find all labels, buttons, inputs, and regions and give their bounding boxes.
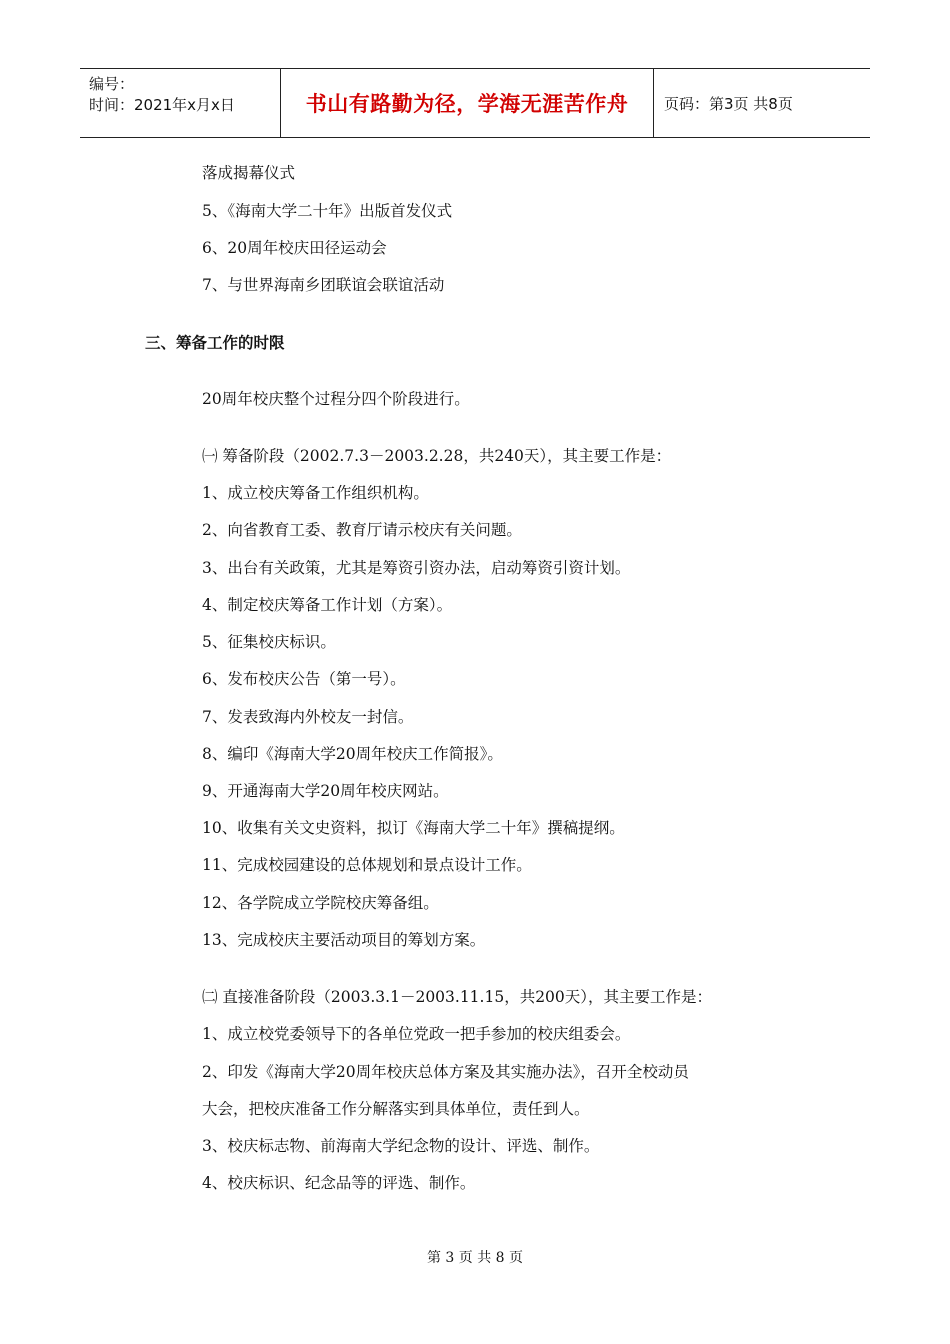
document-code-label: 编号： (89, 75, 135, 93)
intro-paragraph: 20周年校庆整个过程分四个阶段进行。 (202, 390, 470, 408)
body-line: 落成揭幕仪式 (202, 164, 296, 182)
stage2-item: 大会，把校庆准备工作分解落实到具体单位，责任到人。 (202, 1100, 590, 1118)
header-motto-cell (281, 69, 654, 137)
stage1-item: 7、发表致海内外校友一封信。 (202, 708, 414, 726)
stage1-item: 1、成立校庆筹备工作组织机构。 (202, 484, 429, 502)
stage1-item: 5、征集校庆标识。 (202, 633, 336, 651)
header-page-info (654, 69, 870, 137)
stage1-item: 3、出台有关政策，尤其是筹资引资办法，启动筹资引资计划。 (202, 559, 631, 577)
stage1-item: 8、编印《海南大学20周年校庆工作简报》。 (202, 745, 503, 763)
stage1-item: 10、收集有关文史资料，拟订《海南大学二十年》撰稿提纲。 (202, 819, 625, 837)
body-line: 6、20周年校庆田径运动会 (202, 239, 387, 257)
stage2-item: 2、印发《海南大学20周年校庆总体方案及其实施办法》，召开全校动员 (202, 1063, 689, 1081)
stage1-item: 9、开通海南大学20周年校庆网站。 (202, 782, 449, 800)
footer-page-number: 第 3 页 共 8 页 (426, 1250, 524, 1266)
stage2-item: 3、校庆标志物、前海南大学纪念物的设计、评选、制作。 (202, 1137, 600, 1155)
document-time: 时间：2021年x月x日 (89, 96, 235, 114)
stage2-item: 1、成立校党委领导下的各单位党政一把手参加的校庆组委会。 (202, 1025, 631, 1043)
stage1-title: ㈠ 筹备阶段（2002.7.3－2003.2.28，共240天），其主要工作是： (202, 447, 672, 465)
header-page-number: 页码：第3页 共8页 (664, 94, 793, 113)
stage1-item: 2、向省教育工委、教育厅请示校庆有关问题。 (202, 521, 522, 539)
stage2-title: ㈡ 直接准备阶段（2003.3.1－2003.11.15，共200天），其主要工作是： (202, 988, 713, 1006)
header-motto: 书山有路勤为径，学海无涯苦作舟 (305, 92, 629, 116)
stage1-item: 4、制定校庆筹备工作计划（方案）。 (202, 596, 453, 614)
header-meta (80, 69, 281, 137)
stage1-item: 11、完成校园建设的总体规划和景点设计工作。 (202, 856, 532, 874)
stage1-item: 13、完成校庆主要活动项目的筹划方案。 (202, 931, 486, 949)
stage1-item: 12、各学院成立学院校庆筹备组。 (202, 894, 439, 912)
stage2-item: 4、校庆标识、纪念品等的评选、制作。 (202, 1174, 476, 1192)
stage1-item: 6、发布校庆公告（第一号）。 (202, 670, 406, 688)
section-heading: 三、筹备工作的时限 (145, 333, 285, 352)
page-footer (0, 1247, 950, 1267)
page-header (80, 68, 870, 138)
body-line: 7、与世界海南乡团联谊会联谊活动 (202, 276, 445, 294)
body-line: 5、《海南大学二十年》出版首发仪式 (202, 202, 453, 220)
